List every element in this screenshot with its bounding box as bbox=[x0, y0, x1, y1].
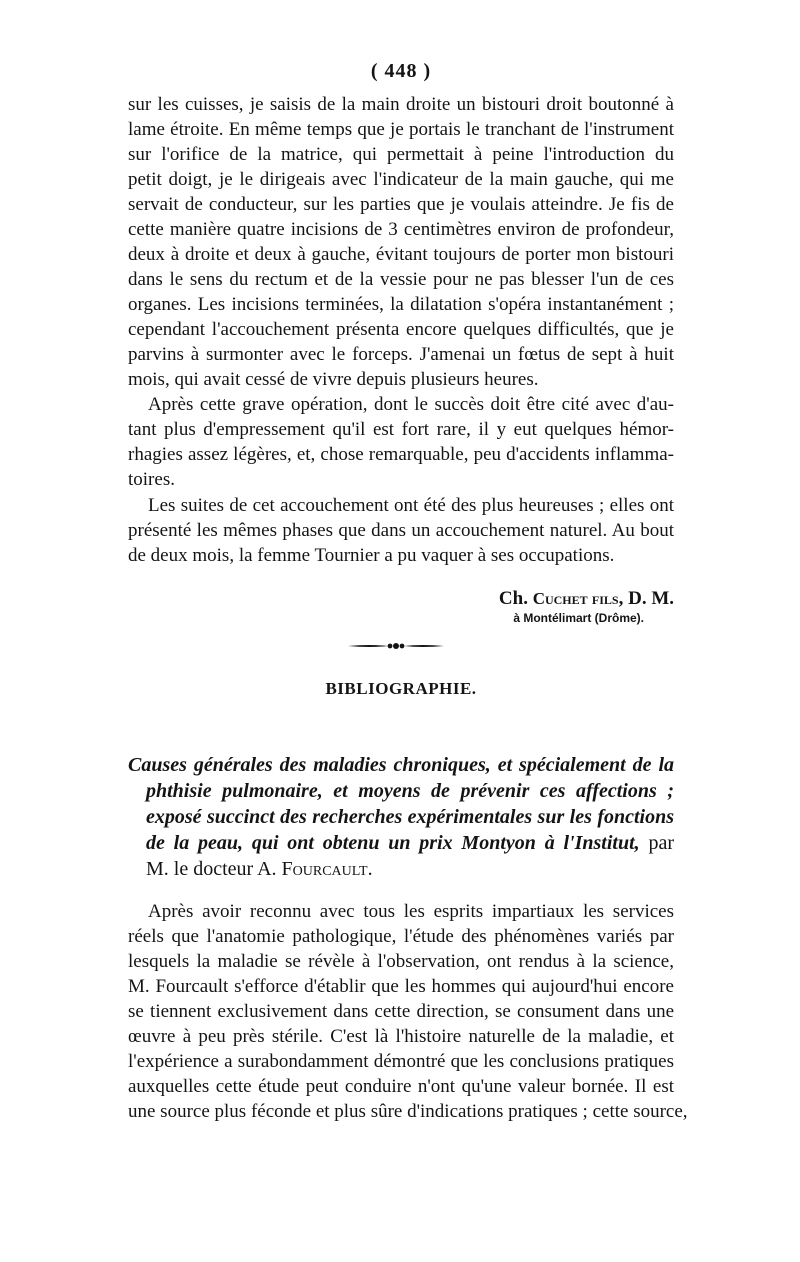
title-line: Causes générales des maladies chroniques, et spécialement de la bbox=[128, 754, 674, 776]
text-line: servait de conducteur, sur les parties que je voulais atteindre. Je fis de bbox=[128, 194, 674, 215]
text-line: l'expérience a surabondamment démontré que les conclusions pratiques bbox=[128, 1051, 674, 1072]
author-suffix: . bbox=[367, 858, 373, 880]
text-line: cependant l'accouchement présenta encore quelques difficultés, que je bbox=[128, 319, 674, 340]
text-line: petit doigt, je le dirigeais avec l'indicateur de la main gauche, qui me bbox=[128, 169, 674, 190]
signature-name: Cuchet fils bbox=[532, 589, 619, 608]
ornament-divider bbox=[348, 640, 444, 652]
text-line: organes. Les incisions terminées, la dilatation s'opéra instantanément ; bbox=[128, 294, 674, 315]
title-text: de la peau, qui ont obtenu un prix Montyon à l'Institut, bbox=[146, 832, 640, 854]
text-line: M. Fourcault s'efforce d'établir que les hommes qui aujourd'hui encore bbox=[128, 976, 674, 997]
book-title bbox=[128, 752, 674, 882]
paragraph-continuation bbox=[128, 92, 674, 392]
text-line: auxquelles cette étude peut conduire n'ont qu'une valeur bornée. Il est bbox=[128, 1076, 674, 1097]
title-line bbox=[128, 830, 674, 856]
text-line: lame étroite. En même temps que je portais le tranchant de l'instrument bbox=[128, 119, 674, 140]
signature-location: à Montélimart (Drôme). bbox=[513, 611, 644, 625]
text-line: présenté les mêmes phases que dans un accouchement naturel. Au bout bbox=[128, 520, 674, 541]
text-line: sur les cuisses, je saisis de la main droite un bistouri droit boutonné à bbox=[128, 94, 674, 115]
text-line: parvins à surmonter avec le forceps. J'amenai un fœtus de sept à huit bbox=[128, 344, 674, 365]
title-line bbox=[128, 856, 674, 882]
text-line: cette manière quatre incisions de 3 centimètres environ de profondeur, bbox=[128, 219, 674, 240]
page-number: ( 448 ) bbox=[370, 60, 432, 82]
text-line: Après cette grave opération, dont le succès doit être cité avec d'au- bbox=[148, 394, 674, 415]
signature-prefix: Ch. bbox=[498, 588, 528, 609]
title-line: phthisie pulmonaire, et moyens de prévenir ces affections ; bbox=[146, 780, 674, 802]
author-signature bbox=[499, 586, 674, 612]
text-line: se tiennent exclusivement dans cette direction, se consument dans une bbox=[128, 1001, 674, 1022]
text-line: rhagies assez légères, et, chose remarquable, peu d'accidents inflamma- bbox=[128, 444, 674, 465]
text-line: réels que l'anatomie pathologique, l'étude des phénomènes variés par bbox=[128, 926, 674, 947]
text-line: dans le sens du rectum et de la vessie pour ne pas blesser l'un de ces bbox=[128, 269, 674, 290]
text-line: de deux mois, la femme Tournier a pu vaquer à ses occupations. bbox=[128, 545, 615, 566]
author-prefix: M. le docteur A. bbox=[146, 858, 282, 880]
text-line: toires. bbox=[128, 469, 175, 490]
title-line: exposé succinct des recherches expérimentales sur les fonctions bbox=[146, 806, 674, 828]
text-line: lesquels la maladie se révèle à l'observation, ont rendus à la science, bbox=[128, 951, 674, 972]
paragraph-outcome bbox=[128, 493, 674, 568]
paragraph-review bbox=[128, 899, 688, 1124]
author-name: Fourcault bbox=[281, 858, 368, 880]
text-line: œuvre à peu près stérile. C'est là l'histoire naturelle de la maladie, et bbox=[128, 1026, 674, 1047]
text-line: Les suites de cet accouchement ont été des plus heureuses ; elles ont bbox=[148, 495, 674, 516]
paragraph-after-operation bbox=[128, 392, 674, 492]
text-line: tant plus d'empressement qu'il est fort rare, il y eut quelques hémor- bbox=[128, 419, 674, 440]
section-heading: BIBLIOGRAPHIE. bbox=[325, 679, 477, 698]
signature-suffix: , D. M. bbox=[618, 588, 674, 609]
text-line: Après avoir reconnu avec tous les esprits impartiaux les services bbox=[148, 901, 674, 922]
document-page bbox=[128, 0, 688, 1262]
text-line: deux à droite et deux à gauche, évitant toujours de porter mon bistouri bbox=[128, 244, 674, 265]
text-line: sur l'orifice de la matrice, qui permettait à peine l'introduction du bbox=[128, 144, 674, 165]
title-text: par bbox=[639, 832, 674, 854]
text-line: une source plus féconde et plus sûre d'indications pratiques ; cette source, bbox=[128, 1101, 688, 1122]
text-line: mois, qui avait cessé de vivre depuis plusieurs heures. bbox=[128, 369, 539, 390]
